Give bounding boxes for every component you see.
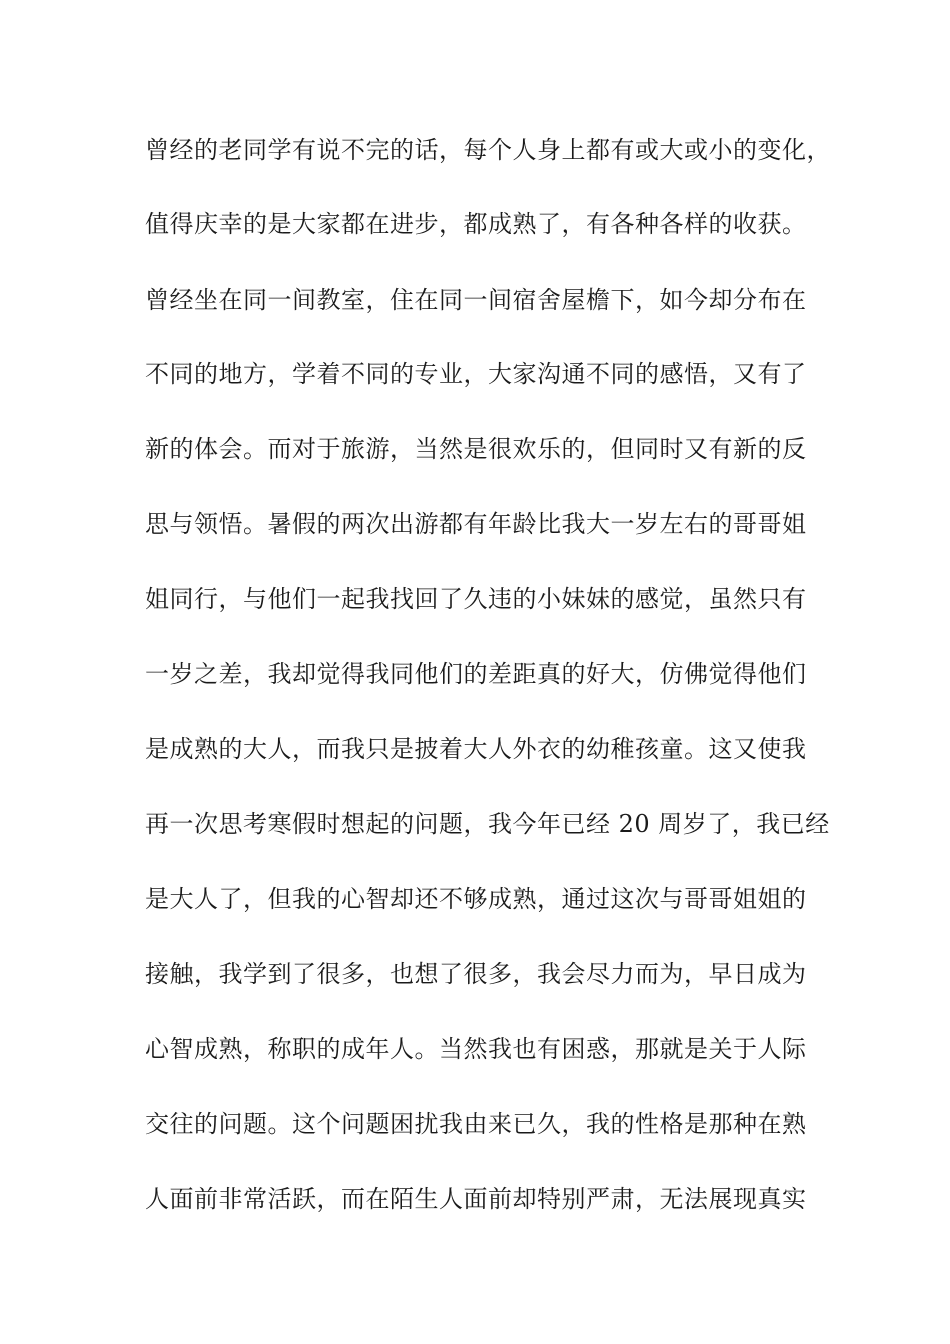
paragraph-line: 交往的问题。这个问题困扰我由来已久，我的性格是那种在熟 [145,1110,807,1138]
paragraph-line: 姐同行，与他们一起我找回了久违的小妹妹的感觉，虽然只有 [145,585,807,613]
paragraph-line: 曾经坐在同一间教室，住在同一间宿舍屋檐下，如今却分布在 [145,286,807,314]
paragraph-line: 再一次思考寒假时想起的问题，我今年已经 20 周岁了，我已经 [145,810,830,838]
paragraph-line: 不同的地方，学着不同的专业，大家沟通不同的感悟，又有了 [145,360,807,388]
paragraph-line: 思与领悟。暑假的两次出游都有年龄比我大一岁左右的哥哥姐 [145,510,807,538]
paragraph-line: 值得庆幸的是大家都在进步，都成熟了，有各种各样的收获。 [145,210,807,238]
paragraph-line: 一岁之差，我却觉得我同他们的差距真的好大，仿佛觉得他们 [145,660,807,688]
paragraph-line: 新的体会。而对于旅游，当然是很欢乐的，但同时又有新的反 [145,435,807,463]
paragraph-line: 曾经的老同学有说不完的话，每个人身上都有或大或小的变化， [145,136,831,164]
paragraph-line: 人面前非常活跃，而在陌生人面前却特别严肃，无法展现真实 [145,1185,807,1213]
paragraph-line: 心智成熟，称职的成年人。当然我也有困惑，那就是关于人际 [145,1035,807,1063]
paragraph-line: 是成熟的大人，而我只是披着大人外衣的幼稚孩童。这又使我 [145,735,807,763]
paragraph-line: 是大人了，但我的心智却还不够成熟，通过这次与哥哥姐姐的 [145,885,807,913]
paragraph-line: 接触，我学到了很多，也想了很多，我会尽力而为，早日成为 [145,960,807,988]
